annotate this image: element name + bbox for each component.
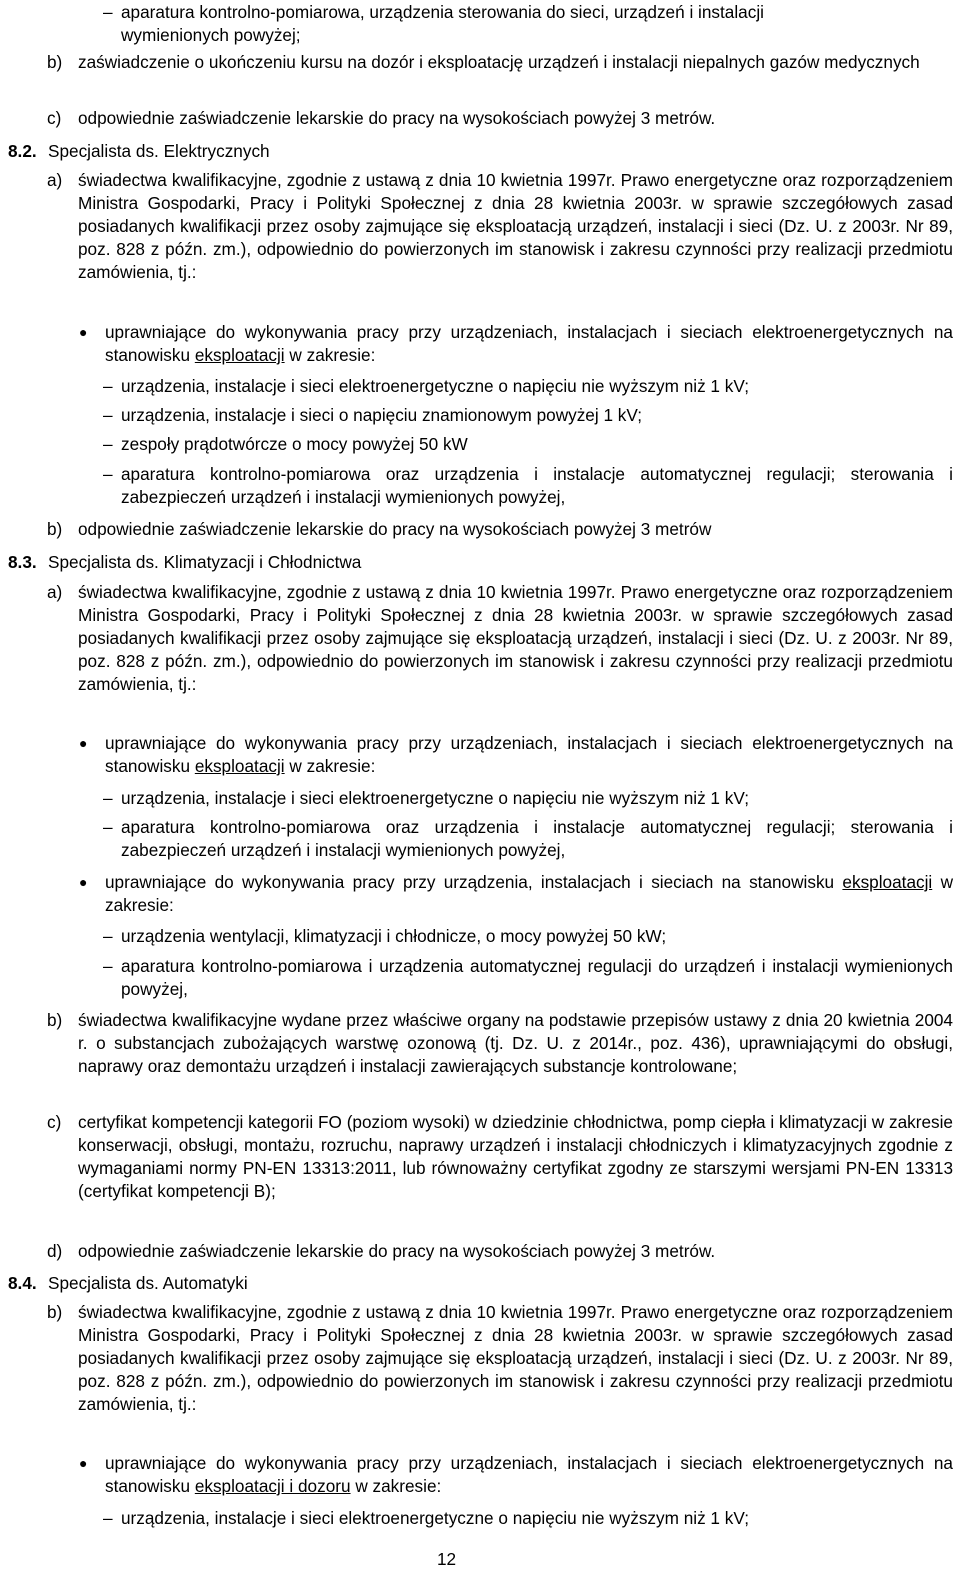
list-item-text: świadectwa kwalifikacyjne, zgodnie z ustawą z dnia 10 kwietnia 1997r. Prawo energetyczne oraz rozporządzeniem Ministra Gospodarki, Pracy i Polityki Społecznej z dnia 28 kwietnia 2003r. w sprawie szczegółowych zasad posiadanych kwalifikacji przez osoby zajmujące się eksploatacją urządzeń, instalacji i sieci (Dz. U. z 2003r. Nr 89, poz. 828 z późn. zm.), odpowiednio do powierzonych im stanowisk i zakresu czynności przy realizacji przedmiotu zamówienia, tj.: bbox=[78, 170, 953, 282]
dash-marker: – bbox=[103, 434, 113, 454]
bullet-item bbox=[79, 321, 953, 367]
dash-item-text-cont: wymienionych powyżej; bbox=[121, 25, 301, 45]
section-number: 8.3. bbox=[8, 552, 37, 572]
list-item-d bbox=[47, 1240, 953, 1263]
bullet-text-underlined: eksploatacji bbox=[194, 345, 285, 365]
dash-item bbox=[103, 787, 953, 810]
dash-item-text: aparatura kontrolno-pomiarowa, urządzenia sterowania do sieci, urządzeń i instalacji bbox=[121, 2, 764, 22]
dash-item-text: urządzenia wentylacji, klimatyzacji i chłodnicze, o mocy powyżej 50 kW; bbox=[121, 926, 667, 946]
dash-marker: – bbox=[103, 1508, 113, 1528]
dash-item-text: aparatura kontrolno-pomiarowa i urządzenia automatycznej regulacji do urządzeń i instalacji wymienionych powyżej, bbox=[121, 956, 953, 999]
list-marker: d) bbox=[47, 1241, 63, 1261]
list-item-text: świadectwa kwalifikacyjne, zgodnie z ustawą z dnia 10 kwietnia 1997r. Prawo energetyczne oraz rozporządzeniem Ministra Gospodarki, Pracy i Polityki Społecznej z dnia 28 kwietnia 2003r. w sprawie szczegółowych zasad posiadanych kwalifikacji przez osoby zajmujące się eksploatacją urządzeń, instalacji i sieci (Dz. U. z 2003r. Nr 89, poz. 828 z późn. zm.), odpowiednio do powierzonych im stanowisk i zakresu czynności przy realizacji przedmiotu zamówienia, tj.: bbox=[78, 582, 953, 694]
list-item-b bbox=[47, 518, 953, 541]
bullet-marker: ● bbox=[79, 735, 88, 751]
bullet-text-underlined: eksploatacji bbox=[842, 872, 933, 892]
bullet-text-underlined: eksploatacji i dozoru bbox=[194, 1476, 351, 1496]
bullet-text-tail: w zakresie: bbox=[355, 1476, 442, 1496]
bullet-marker: ● bbox=[79, 874, 88, 890]
bullet-text-tail: w zakresie: bbox=[289, 345, 376, 365]
dash-item-text: urządzenia, instalacje i sieci elektroenergetyczne o napięciu nie wyższym niż 1 kV; bbox=[121, 788, 749, 808]
dash-marker: – bbox=[103, 788, 113, 808]
dash-item-apparatus bbox=[103, 1, 956, 47]
list-item-a bbox=[47, 169, 953, 284]
list-item-b bbox=[47, 1009, 953, 1078]
dash-item bbox=[103, 375, 953, 398]
section-title: Specjalista ds. Elektrycznych bbox=[48, 141, 270, 161]
bullet-text: uprawniające do wykonywania pracy przy urządzeniach, instalacjach i sieciach elektroenergetycznych na stanowisku bbox=[105, 1453, 953, 1496]
list-marker: a) bbox=[47, 582, 63, 602]
bullet-text-tail: w zakresie: bbox=[289, 756, 376, 776]
bullet-text: uprawniające do wykonywania pracy przy urządzeniach, instalacjach i sieciach elektroenergetycznych na stanowisku bbox=[105, 322, 953, 365]
list-marker: b) bbox=[47, 519, 63, 539]
dash-marker: – bbox=[103, 2, 113, 22]
dash-marker: – bbox=[103, 956, 113, 976]
bullet-marker: ● bbox=[79, 324, 88, 340]
bullet-item bbox=[79, 871, 953, 917]
list-marker: a) bbox=[47, 170, 63, 190]
list-item-a bbox=[47, 581, 953, 696]
dash-item bbox=[103, 816, 953, 862]
dash-item-text: zespoły prądotwórcze o mocy powyżej 50 kW bbox=[121, 434, 468, 454]
dash-marker: – bbox=[103, 376, 113, 396]
section-heading-8-2 bbox=[8, 140, 908, 163]
list-item-text: odpowiednie zaświadczenie lekarskie do pracy na wysokościach powyżej 3 metrów. bbox=[78, 108, 716, 128]
list-item-b bbox=[47, 1301, 953, 1416]
dash-item bbox=[103, 463, 953, 509]
list-item-b bbox=[47, 51, 927, 74]
dash-marker: – bbox=[103, 817, 113, 837]
dash-item-text: urządzenia, instalacje i sieci elektroenergetyczne o napięciu nie wyższym niż 1 kV; bbox=[121, 376, 749, 396]
list-item-text: świadectwa kwalifikacyjne wydane przez właściwe organy na podstawie przepisów ustawy z dnia 20 kwietnia 2004 r. o substancjach zubożających warstwę ozonową (tj. Dz. U. z 2014r., poz. 436), uprawniającymi do obsługi, naprawy oraz demontażu urządzeń i instalacji zawierających substancje kontrolowane; bbox=[78, 1010, 953, 1076]
dash-item bbox=[103, 433, 953, 456]
dash-item-text: urządzenia, instalacje i sieci o napięciu znamionowym powyżej 1 kV; bbox=[121, 405, 642, 425]
bullet-text: uprawniające do wykonywania pracy przy urządzeniach, instalacjach i sieciach elektroenergetycznych na stanowisku bbox=[105, 733, 953, 776]
dash-item bbox=[103, 1507, 953, 1530]
list-item-text: świadectwa kwalifikacyjne, zgodnie z ustawą z dnia 10 kwietnia 1997r. Prawo energetyczne oraz rozporządzeniem Ministra Gospodarki, Pracy i Polityki Społecznej z dnia 28 kwietnia 2003r. w sprawie szczegółowych zasad posiadanych kwalifikacji przez osoby zajmujące się eksploatacją urządzeń, instalacji i sieci (Dz. U. z 2003r. Nr 89, poz. 828 z późn. zm.), odpowiednio do powierzonych im stanowisk i zakresu czynności przy realizacji przedmiotu zamówienia, tj.: bbox=[78, 1302, 953, 1414]
dash-item bbox=[103, 955, 953, 1001]
list-marker: c) bbox=[47, 1112, 62, 1132]
dash-marker: – bbox=[103, 926, 113, 946]
list-item-text: odpowiednie zaświadczenie lekarskie do pracy na wysokościach powyżej 3 metrów bbox=[78, 519, 712, 539]
list-item-text: zaświadczenie o ukończeniu kursu na dozór i eksploatację urządzeń i instalacji niepalnych gazów medycznych bbox=[78, 52, 920, 72]
bullet-marker: ● bbox=[79, 1455, 88, 1471]
dash-item-text: urządzenia, instalacje i sieci elektroenergetyczne o napięciu nie wyższym niż 1 kV; bbox=[121, 1508, 749, 1528]
list-item-c bbox=[47, 1111, 953, 1203]
dash-item-text: aparatura kontrolno-pomiarowa oraz urządzenia i instalacje automatycznej regulacji; sterowania i zabezpieczeń urządzeń i instalacji wymienionych powyżej, bbox=[121, 817, 953, 860]
bullet-text-underlined: eksploatacji bbox=[194, 756, 285, 776]
list-item-text: odpowiednie zaświadczenie lekarskie do pracy na wysokościach powyżej 3 metrów. bbox=[78, 1241, 716, 1261]
page-number: 12 bbox=[437, 1549, 457, 1569]
list-marker: c) bbox=[47, 108, 62, 128]
list-marker: b) bbox=[47, 52, 63, 72]
section-heading-8-3 bbox=[8, 551, 908, 574]
section-heading-8-4 bbox=[8, 1272, 908, 1295]
dash-item bbox=[103, 925, 953, 948]
dash-item-text: aparatura kontrolno-pomiarowa oraz urządzenia i instalacje automatycznej regulacji; sterowania i zabezpieczeń urządzeń i instalacji wymienionych powyżej, bbox=[121, 464, 953, 507]
dash-item bbox=[103, 404, 953, 427]
bullet-item bbox=[79, 732, 953, 778]
bullet-text: uprawniające do wykonywania pracy przy urządzenia, instalacjach i sieciach na stanowisku bbox=[105, 872, 835, 892]
list-marker: b) bbox=[47, 1010, 63, 1030]
dash-marker: – bbox=[103, 405, 113, 425]
section-number: 8.4. bbox=[8, 1273, 37, 1293]
list-item-text: certyfikat kompetencji kategorii FO (poziom wysoki) w dziedzinie chłodnictwa, pomp ciepła i klimatyzacji w zakresie konserwacji, obsługi, montażu, rozruchu, naprawy urządzeń i instalacji chłodniczych i klimatyzacyjnych zgodnie z wymaganiami normy PN-EN 13313:2011, lub równoważny certyfikat zgodny ze starszymi wersjami PN-EN 13313 (certyfikat kompetencji B); bbox=[78, 1112, 953, 1201]
dash-marker: – bbox=[103, 464, 113, 484]
section-title: Specjalista ds. Automatyki bbox=[48, 1273, 248, 1293]
section-number: 8.2. bbox=[8, 141, 37, 161]
bullet-item bbox=[79, 1452, 953, 1498]
section-title: Specjalista ds. Klimatyzacji i Chłodnictwa bbox=[48, 552, 362, 572]
bullet-text-tail: w zakresie: bbox=[105, 872, 953, 915]
list-item-c bbox=[47, 107, 947, 130]
list-marker: b) bbox=[47, 1302, 63, 1322]
